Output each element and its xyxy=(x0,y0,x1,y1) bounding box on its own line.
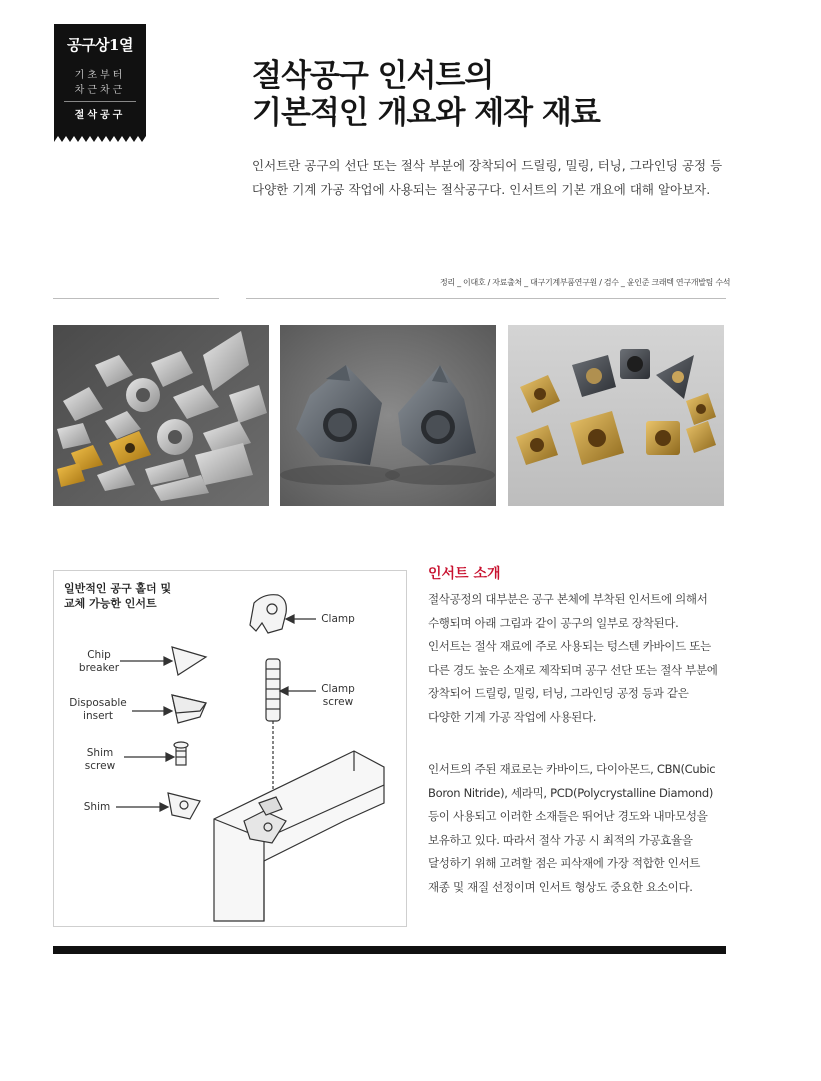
p2-line-1: 인서트의 주된 재료로는 카바이드, 다이아몬드, CBN(Cubic xyxy=(428,762,716,776)
badge-divider xyxy=(64,101,136,102)
label-chip-breaker-line2: breaker xyxy=(78,662,120,674)
label-disposable-insert-line2: insert xyxy=(83,710,113,722)
p1-line-3: 인서트는 절삭 재료에 주로 사용되는 텅스텐 카바이드 또는 xyxy=(428,639,711,653)
label-clamp: Clamp xyxy=(321,613,355,625)
photo-threading-inserts xyxy=(280,325,496,506)
title-line-2: 기본적인 개요와 제작 재료 xyxy=(252,95,600,131)
section-heading: 인서트 소개 xyxy=(428,566,501,582)
p1-line-1: 절삭공정의 대부분은 공구 본체에 부착된 인서트에 의해서 xyxy=(428,592,708,606)
label-chip-breaker xyxy=(78,649,120,675)
label-disposable-insert xyxy=(64,697,132,723)
p1-line-5: 장착되어 드릴링, 밀링, 터닝, 그라인딩 공정 등과 같은 xyxy=(428,686,689,700)
label-shim-screw-line2: screw xyxy=(84,760,116,772)
label-shim-screw-line1: Shim xyxy=(86,747,114,759)
caption-line-2: 교체 가능한 인서트 xyxy=(64,597,157,610)
photo-assorted-inserts xyxy=(53,325,269,506)
badge-subtitle-2: 차근차근 xyxy=(74,85,126,96)
p2-line-6: 재종 및 재질 선정이며 인서트 형상도 중요한 요소이다. xyxy=(428,879,693,894)
p1-line-2: 수행되며 아래 그림과 같이 공구의 일부로 장착된다. xyxy=(428,615,679,630)
credits-line: 정리 _ 이대호 / 자료출처 _ 대구기계부품연구원 / 검수 _ 윤인준 크래텍 연구개발팀 수석 xyxy=(440,278,731,287)
badge-subtitle-1: 기초부터 xyxy=(74,70,126,81)
p2-line-4: 보유하고 있다. 따라서 절삭 가공 시 최적의 가공효율을 xyxy=(428,832,693,847)
badge-category: 절삭공구 xyxy=(74,110,126,121)
intro-line-1: 인서트란 공구의 선단 또는 절삭 부분에 장착되어 드릴링, 밀링, 터닝, 그라인딩 공정 등 xyxy=(252,158,723,173)
label-clamp-screw-line1: Clamp xyxy=(321,683,355,695)
paragraph-1 xyxy=(428,588,758,729)
label-clamp-screw-line2: screw xyxy=(322,696,354,708)
divider-right xyxy=(246,298,726,299)
label-clamp-screw xyxy=(318,683,358,709)
paragraph-2 xyxy=(428,758,758,899)
label-chip-breaker-line1: Chip xyxy=(87,649,111,661)
label-shim-screw xyxy=(80,747,120,773)
p1-line-6: 다양한 기계 가공 작업에 사용된다. xyxy=(428,709,597,724)
caption-line-1: 일반적인 공구 홀더 및 xyxy=(64,582,172,595)
article-title xyxy=(252,58,600,132)
label-shim: Shim xyxy=(83,801,111,813)
photo-coated-inserts xyxy=(508,325,724,506)
p2-line-3: 등이 사용되고 이러한 소재들은 뛰어난 경도와 내마모성을 xyxy=(428,809,708,823)
divider-left xyxy=(53,298,219,299)
p2-line-2: Boron Nitride), 세라믹, PCD(Polycrystalline Diamond) xyxy=(428,785,714,800)
label-disposable-insert-line1: Disposable xyxy=(69,697,127,709)
p2-line-5: 달성하기 위해 고려할 점은 피삭재에 가장 적합한 인서트 xyxy=(428,856,701,870)
series-badge xyxy=(54,24,146,142)
badge-series-title: 공구상1열 xyxy=(67,36,133,54)
p1-line-4: 다른 경도 높은 소재로 제작되며 공구 선단 또는 절삭 부분에 xyxy=(428,662,718,677)
title-line-1: 절삭공구 인서트의 xyxy=(252,58,494,94)
intro-line-2: 다양한 기계 가공 작업에 사용되는 절삭공구다. 인서트의 기본 개요에 대해 알아보자. xyxy=(252,182,711,197)
intro-text xyxy=(252,154,762,202)
tool-holder-diagram xyxy=(53,570,407,927)
bottom-rule xyxy=(53,946,726,954)
